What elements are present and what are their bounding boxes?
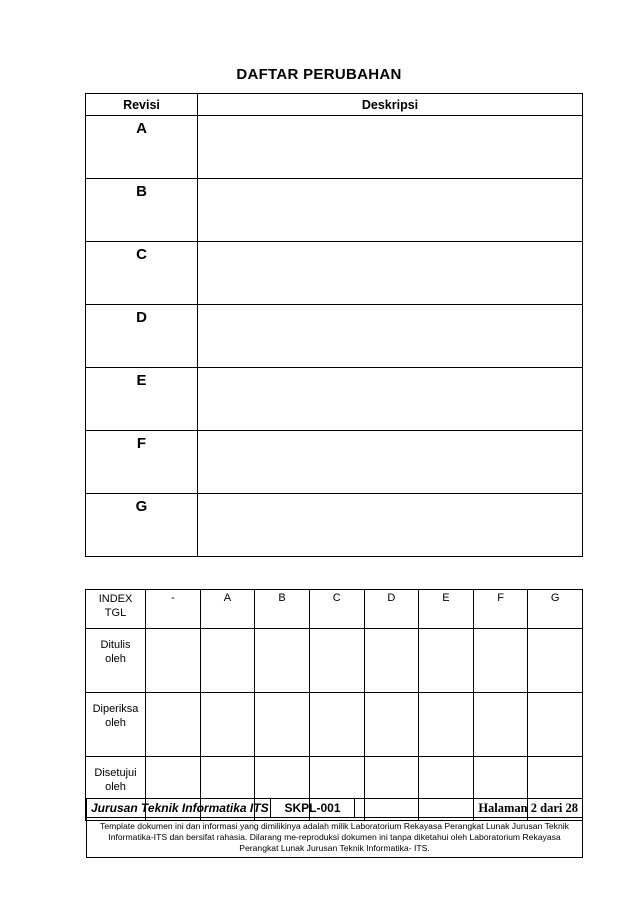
diperiksa-row — [86, 693, 583, 757]
page-number: Halaman 2 dari 28 — [355, 799, 583, 818]
confidentiality-note: Template dokumen ini dan informasi yang dimilikinya adalah milik Laboratorium Rekayasa Perangkat Lunak Jurusan Teknik Informatika-ITS dan bersifat rahasia. Dilarang me-reproduksi dokumen ini tanpa diketahui oleh Laboratorium Rekayasa Perangkat Lunak Jurusan Teknik Informatika- ITS. — [87, 818, 583, 858]
revision-code: D — [86, 305, 198, 368]
table-cell — [473, 693, 528, 757]
revision-row — [86, 179, 583, 242]
table-cell — [146, 693, 201, 757]
revision-description — [198, 242, 583, 305]
column-header: F — [473, 590, 528, 629]
table-cell — [419, 629, 474, 693]
index-label: INDEX — [98, 593, 133, 605]
index-table — [85, 589, 583, 821]
footer-note-row — [87, 818, 583, 858]
table-cell — [255, 693, 310, 757]
table-cell — [364, 629, 419, 693]
column-header: B — [255, 590, 310, 629]
document-code: SKPL-001 — [271, 799, 355, 818]
row-label-line: Disetujui — [94, 767, 137, 779]
table-cell — [528, 629, 583, 693]
revision-description — [198, 368, 583, 431]
table-cell — [473, 629, 528, 693]
table-cell — [419, 693, 474, 757]
revision-row — [86, 116, 583, 179]
footer-top-row — [87, 799, 583, 818]
table-cell — [255, 629, 310, 693]
column-header: G — [528, 590, 583, 629]
table-cell — [200, 629, 255, 693]
revision-table — [85, 93, 583, 557]
revision-row — [86, 305, 583, 368]
revision-code: A — [86, 116, 198, 179]
revisi-header: Revisi — [86, 94, 198, 116]
revision-row — [86, 368, 583, 431]
table-cell — [200, 693, 255, 757]
table-cell — [528, 693, 583, 757]
column-header: E — [419, 590, 474, 629]
row-label-line: oleh — [105, 781, 126, 793]
revision-code: F — [86, 431, 198, 494]
column-header: C — [309, 590, 364, 629]
revision-description — [198, 494, 583, 557]
document-title: DAFTAR PERUBAHAN — [236, 66, 402, 83]
column-header: A — [200, 590, 255, 629]
column-header: D — [364, 590, 419, 629]
revision-row — [86, 242, 583, 305]
row-label-line: oleh — [105, 653, 126, 665]
row-label-line: Ditulis — [100, 639, 131, 651]
department-name: Jurusan Teknik Informatika ITS — [87, 799, 271, 818]
revision-code: E — [86, 368, 198, 431]
row-label-line: oleh — [105, 717, 126, 729]
table-cell — [309, 629, 364, 693]
revision-description — [198, 179, 583, 242]
revision-code: B — [86, 179, 198, 242]
revision-row — [86, 431, 583, 494]
index-tgl-label — [86, 590, 146, 629]
revision-code: G — [86, 494, 198, 557]
table-cell — [146, 629, 201, 693]
column-header: - — [146, 590, 201, 629]
deskripsi-header: Deskripsi — [198, 94, 583, 116]
revision-description — [198, 305, 583, 368]
revision-row — [86, 494, 583, 557]
row-label — [86, 693, 146, 757]
revision-description — [198, 431, 583, 494]
footer-table — [86, 798, 583, 858]
row-label — [86, 629, 146, 693]
table-cell — [309, 693, 364, 757]
row-label-line: Diperiksa — [92, 703, 139, 715]
index-header-row — [86, 590, 583, 629]
revision-code: C — [86, 242, 198, 305]
tgl-label: TGL — [104, 607, 127, 619]
ditulis-row — [86, 629, 583, 693]
table-cell — [364, 693, 419, 757]
revision-description — [198, 116, 583, 179]
